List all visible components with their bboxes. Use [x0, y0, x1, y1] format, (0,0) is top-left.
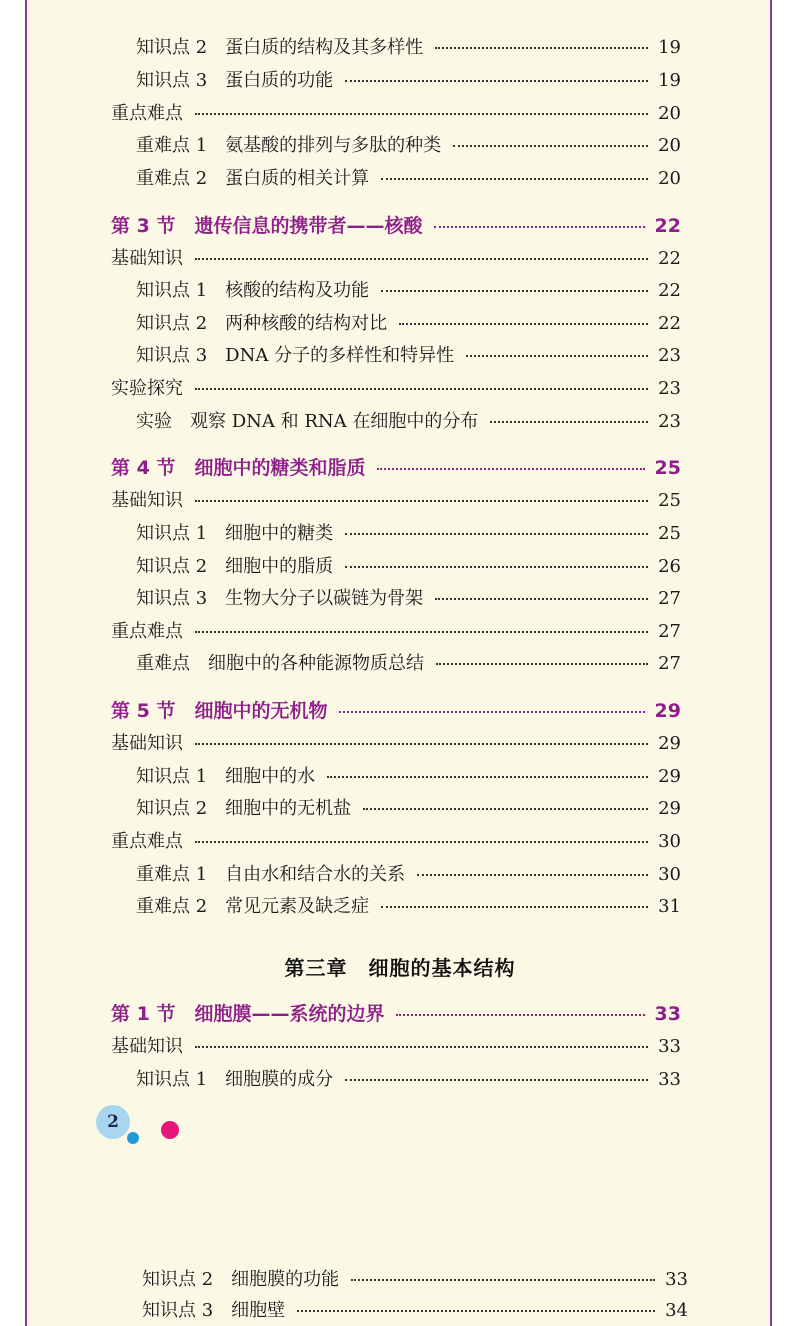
toc-entry[interactable]: 重难点 1 氨基酸的排列与多肽的种类 20: [136, 135, 681, 156]
dot-leader: [434, 226, 644, 228]
toc-entry[interactable]: 重难点 1 自由水和结合水的关系 30: [136, 864, 681, 885]
toc-entry[interactable]: 知识点 2 细胞中的无机盐 29: [136, 798, 681, 819]
dot-leader: [435, 598, 648, 600]
dot-leader: [363, 808, 648, 810]
dot-leader: [195, 1046, 648, 1048]
toc-entry[interactable]: 基础知识 33: [111, 1036, 681, 1057]
decorative-pink-dot: [161, 1121, 179, 1139]
toc-section-heading[interactable]: 第 1 节 细胞膜——系统的边界 33: [111, 1003, 681, 1025]
dot-leader: [490, 421, 648, 423]
toc-entry[interactable]: 知识点 2 蛋白质的结构及其多样性 19: [136, 37, 681, 58]
toc-entry[interactable]: 知识点 1 细胞中的水 29: [136, 766, 681, 787]
dot-leader: [195, 500, 648, 502]
dot-leader: [339, 711, 644, 713]
dot-leader: [327, 776, 648, 778]
toc-entry[interactable]: 知识点 3 蛋白质的功能 19: [136, 70, 681, 91]
dot-leader: [195, 841, 648, 843]
dot-leader: [396, 1014, 644, 1016]
toc-entry[interactable]: 重难点 2 常见元素及缺乏症 31: [136, 896, 681, 917]
toc-section-heading[interactable]: 第 3 节 遗传信息的携带者——核酸 22: [111, 215, 681, 237]
dot-leader: [399, 323, 648, 325]
toc-entry[interactable]: 实验 观察 DNA 和 RNA 在细胞中的分布 23: [136, 411, 681, 432]
toc-entry[interactable]: 知识点 3 细胞壁 34: [142, 1300, 688, 1321]
toc-entry[interactable]: 知识点 2 细胞膜的功能 33: [142, 1269, 688, 1290]
dot-leader: [195, 743, 648, 745]
dot-leader: [381, 178, 648, 180]
toc-entry[interactable]: 基础知识 29: [111, 733, 681, 754]
dot-leader: [195, 258, 648, 260]
dot-leader: [381, 290, 648, 292]
chapter-title: 第三章 细胞的基本结构: [284, 956, 516, 980]
dot-leader: [381, 906, 648, 908]
toc-entry[interactable]: 基础知识 25: [111, 490, 681, 511]
toc-entry[interactable]: 知识点 3 生物大分子以碳链为骨架 27: [136, 588, 681, 609]
decorative-blue-dot: [127, 1132, 139, 1144]
toc-entry[interactable]: 知识点 1 细胞膜的成分 33: [136, 1069, 681, 1090]
dot-leader: [345, 1079, 648, 1081]
toc-entry[interactable]: 重难点 细胞中的各种能源物质总结 27: [136, 653, 681, 674]
dot-leader: [436, 663, 648, 665]
dot-leader: [345, 566, 648, 568]
dot-leader: [466, 355, 648, 357]
toc-entry[interactable]: 知识点 2 细胞中的脂质 26: [136, 556, 681, 577]
toc-entry[interactable]: 知识点 1 细胞中的糖类 25: [136, 523, 681, 544]
dot-leader: [435, 47, 648, 49]
dot-leader: [377, 468, 644, 470]
toc-entry[interactable]: 实验探究 23: [111, 378, 681, 399]
toc-entry[interactable]: 知识点 3 DNA 分子的多样性和特异性 23: [136, 345, 681, 366]
dot-leader: [195, 631, 648, 633]
toc-entry[interactable]: 知识点 2 两种核酸的结构对比 22: [136, 313, 681, 334]
page-number-badge: 2: [96, 1105, 130, 1139]
toc-entry[interactable]: 知识点 1 核酸的结构及功能 22: [136, 280, 681, 301]
toc-entry[interactable]: 重点难点 27: [111, 621, 681, 642]
toc-entry[interactable]: 重难点 2 蛋白质的相关计算 20: [136, 168, 681, 189]
dot-leader: [351, 1279, 655, 1281]
dot-leader: [297, 1310, 655, 1312]
dot-leader: [453, 145, 648, 147]
dot-leader: [345, 533, 648, 535]
dot-leader: [417, 874, 648, 876]
dot-leader: [195, 388, 648, 390]
dot-leader: [345, 80, 648, 82]
toc-entry[interactable]: 基础知识 22: [111, 248, 681, 269]
dot-leader: [195, 113, 648, 115]
toc-entry[interactable]: 重点难点 20: [111, 103, 681, 124]
toc-entry[interactable]: 重点难点 30: [111, 831, 681, 852]
toc-section-heading[interactable]: 第 4 节 细胞中的糖类和脂质 25: [111, 457, 681, 479]
toc-section-heading[interactable]: 第 5 节 细胞中的无机物 29: [111, 700, 681, 722]
